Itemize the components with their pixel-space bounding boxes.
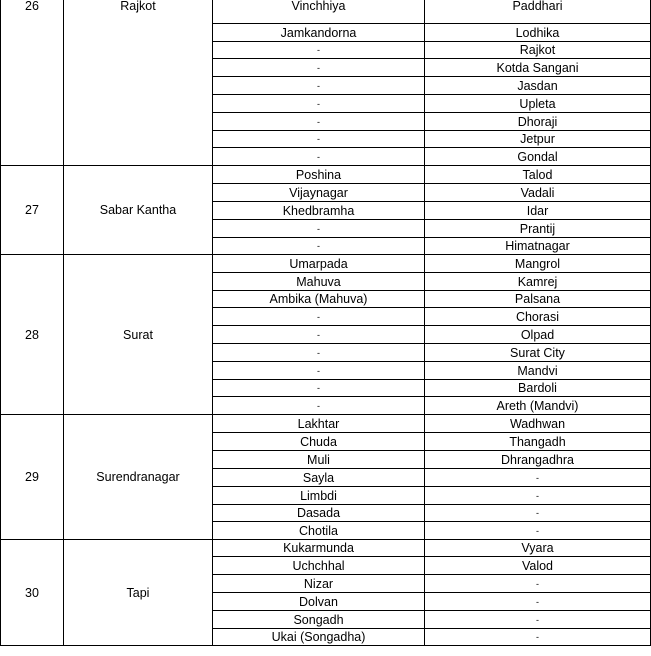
taluka-col-b-cell: Wadhwan bbox=[425, 415, 651, 433]
taluka-col-a-cell: - bbox=[213, 113, 425, 131]
taluka-col-b-cell: Kotda Sangani bbox=[425, 59, 651, 77]
taluka-col-a-cell: - bbox=[213, 77, 425, 95]
table-row bbox=[1, 415, 651, 433]
serial-number-cell: 30 bbox=[1, 540, 64, 646]
taluka-col-a-cell: Chotila bbox=[213, 522, 425, 540]
taluka-col-b-cell: Palsana bbox=[425, 291, 651, 308]
taluka-col-a-cell: - bbox=[213, 42, 425, 59]
taluka-col-b-cell: Lodhika bbox=[425, 24, 651, 42]
taluka-col-a-cell: - bbox=[213, 148, 425, 166]
taluka-col-b-cell: Chorasi bbox=[425, 308, 651, 326]
taluka-col-a-cell: Ukai (Songadha) bbox=[213, 629, 425, 646]
serial-number-cell: 29 bbox=[1, 415, 64, 540]
taluka-col-a-cell: Khedbramha bbox=[213, 202, 425, 220]
taluka-col-b-cell: Olpad bbox=[425, 326, 651, 344]
taluka-col-a-cell: Dasada bbox=[213, 505, 425, 522]
taluka-col-b-cell: - bbox=[425, 469, 651, 487]
taluka-col-b-cell: - bbox=[425, 575, 651, 593]
district-cell: Sabar Kantha bbox=[64, 166, 213, 255]
taluka-col-b-cell: Prantij bbox=[425, 220, 651, 238]
table-row bbox=[1, 540, 651, 557]
taluka-col-a-cell: - bbox=[213, 326, 425, 344]
table-row bbox=[1, 255, 651, 273]
taluka-col-b-cell: - bbox=[425, 487, 651, 505]
taluka-col-b-cell: Jetpur bbox=[425, 131, 651, 148]
taluka-col-a-cell: - bbox=[213, 380, 425, 397]
taluka-col-b-cell: Thangadh bbox=[425, 433, 651, 451]
table-row bbox=[1, 0, 651, 24]
taluka-col-a-cell: Mahuva bbox=[213, 273, 425, 291]
taluka-col-b-cell: Upleta bbox=[425, 95, 651, 113]
taluka-col-a-cell: - bbox=[213, 344, 425, 362]
taluka-col-b-cell: Mangrol bbox=[425, 255, 651, 273]
taluka-col-b-cell: Rajkot bbox=[425, 42, 651, 59]
taluka-col-a-cell: Limbdi bbox=[213, 487, 425, 505]
taluka-col-a-cell: Chuda bbox=[213, 433, 425, 451]
taluka-col-a-cell: Songadh bbox=[213, 611, 425, 629]
taluka-col-a-cell: - bbox=[213, 220, 425, 238]
taluka-col-b-cell: - bbox=[425, 629, 651, 646]
table-row bbox=[1, 166, 651, 184]
taluka-col-a-cell: - bbox=[213, 131, 425, 148]
taluka-col-a-cell: - bbox=[213, 397, 425, 415]
taluka-col-b-cell: Mandvi bbox=[425, 362, 651, 380]
taluka-col-b-cell: Paddhari bbox=[425, 0, 651, 24]
taluka-col-a-cell: Uchchhal bbox=[213, 557, 425, 575]
taluka-col-a-cell: Jamkandorna bbox=[213, 24, 425, 42]
taluka-col-a-cell: - bbox=[213, 362, 425, 380]
taluka-table-body bbox=[1, 0, 651, 646]
taluka-col-a-cell: Ambika (Mahuva) bbox=[213, 291, 425, 308]
taluka-col-a-cell: Poshina bbox=[213, 166, 425, 184]
taluka-col-a-cell: Lakhtar bbox=[213, 415, 425, 433]
district-cell: Rajkot bbox=[64, 0, 213, 166]
taluka-col-a-cell: Kukarmunda bbox=[213, 540, 425, 557]
taluka-col-a-cell: Sayla bbox=[213, 469, 425, 487]
taluka-col-b-cell: - bbox=[425, 593, 651, 611]
serial-number-cell: 27 bbox=[1, 166, 64, 255]
taluka-col-b-cell: Surat City bbox=[425, 344, 651, 362]
taluka-col-a-cell: Vijaynagar bbox=[213, 184, 425, 202]
taluka-col-b-cell: - bbox=[425, 505, 651, 522]
serial-number-cell: 26 bbox=[1, 0, 64, 166]
taluka-col-b-cell: Talod bbox=[425, 166, 651, 184]
taluka-col-a-cell: - bbox=[213, 308, 425, 326]
taluka-col-b-cell: Areth (Mandvi) bbox=[425, 397, 651, 415]
taluka-col-a-cell: Dolvan bbox=[213, 593, 425, 611]
taluka-col-b-cell: Vyara bbox=[425, 540, 651, 557]
taluka-col-a-cell: Muli bbox=[213, 451, 425, 469]
taluka-col-b-cell: Kamrej bbox=[425, 273, 651, 291]
taluka-col-b-cell: Himatnagar bbox=[425, 238, 651, 255]
district-cell: Surendranagar bbox=[64, 415, 213, 540]
taluka-col-b-cell: Jasdan bbox=[425, 77, 651, 95]
serial-number-cell: 28 bbox=[1, 255, 64, 415]
taluka-col-a-cell: Vinchhiya bbox=[213, 0, 425, 24]
taluka-col-b-cell: Dhoraji bbox=[425, 113, 651, 131]
taluka-col-a-cell: - bbox=[213, 95, 425, 113]
taluka-col-a-cell: Nizar bbox=[213, 575, 425, 593]
district-cell: Surat bbox=[64, 255, 213, 415]
taluka-col-a-cell: - bbox=[213, 238, 425, 255]
taluka-col-b-cell: Bardoli bbox=[425, 380, 651, 397]
taluka-col-b-cell: Dhrangadhra bbox=[425, 451, 651, 469]
taluka-col-a-cell: - bbox=[213, 59, 425, 77]
district-cell: Tapi bbox=[64, 540, 213, 646]
taluka-col-b-cell: Valod bbox=[425, 557, 651, 575]
taluka-col-b-cell: - bbox=[425, 522, 651, 540]
taluka-col-b-cell: Idar bbox=[425, 202, 651, 220]
taluka-col-b-cell: Vadali bbox=[425, 184, 651, 202]
taluka-col-b-cell: - bbox=[425, 611, 651, 629]
taluka-col-b-cell: Gondal bbox=[425, 148, 651, 166]
taluka-col-a-cell: Umarpada bbox=[213, 255, 425, 273]
